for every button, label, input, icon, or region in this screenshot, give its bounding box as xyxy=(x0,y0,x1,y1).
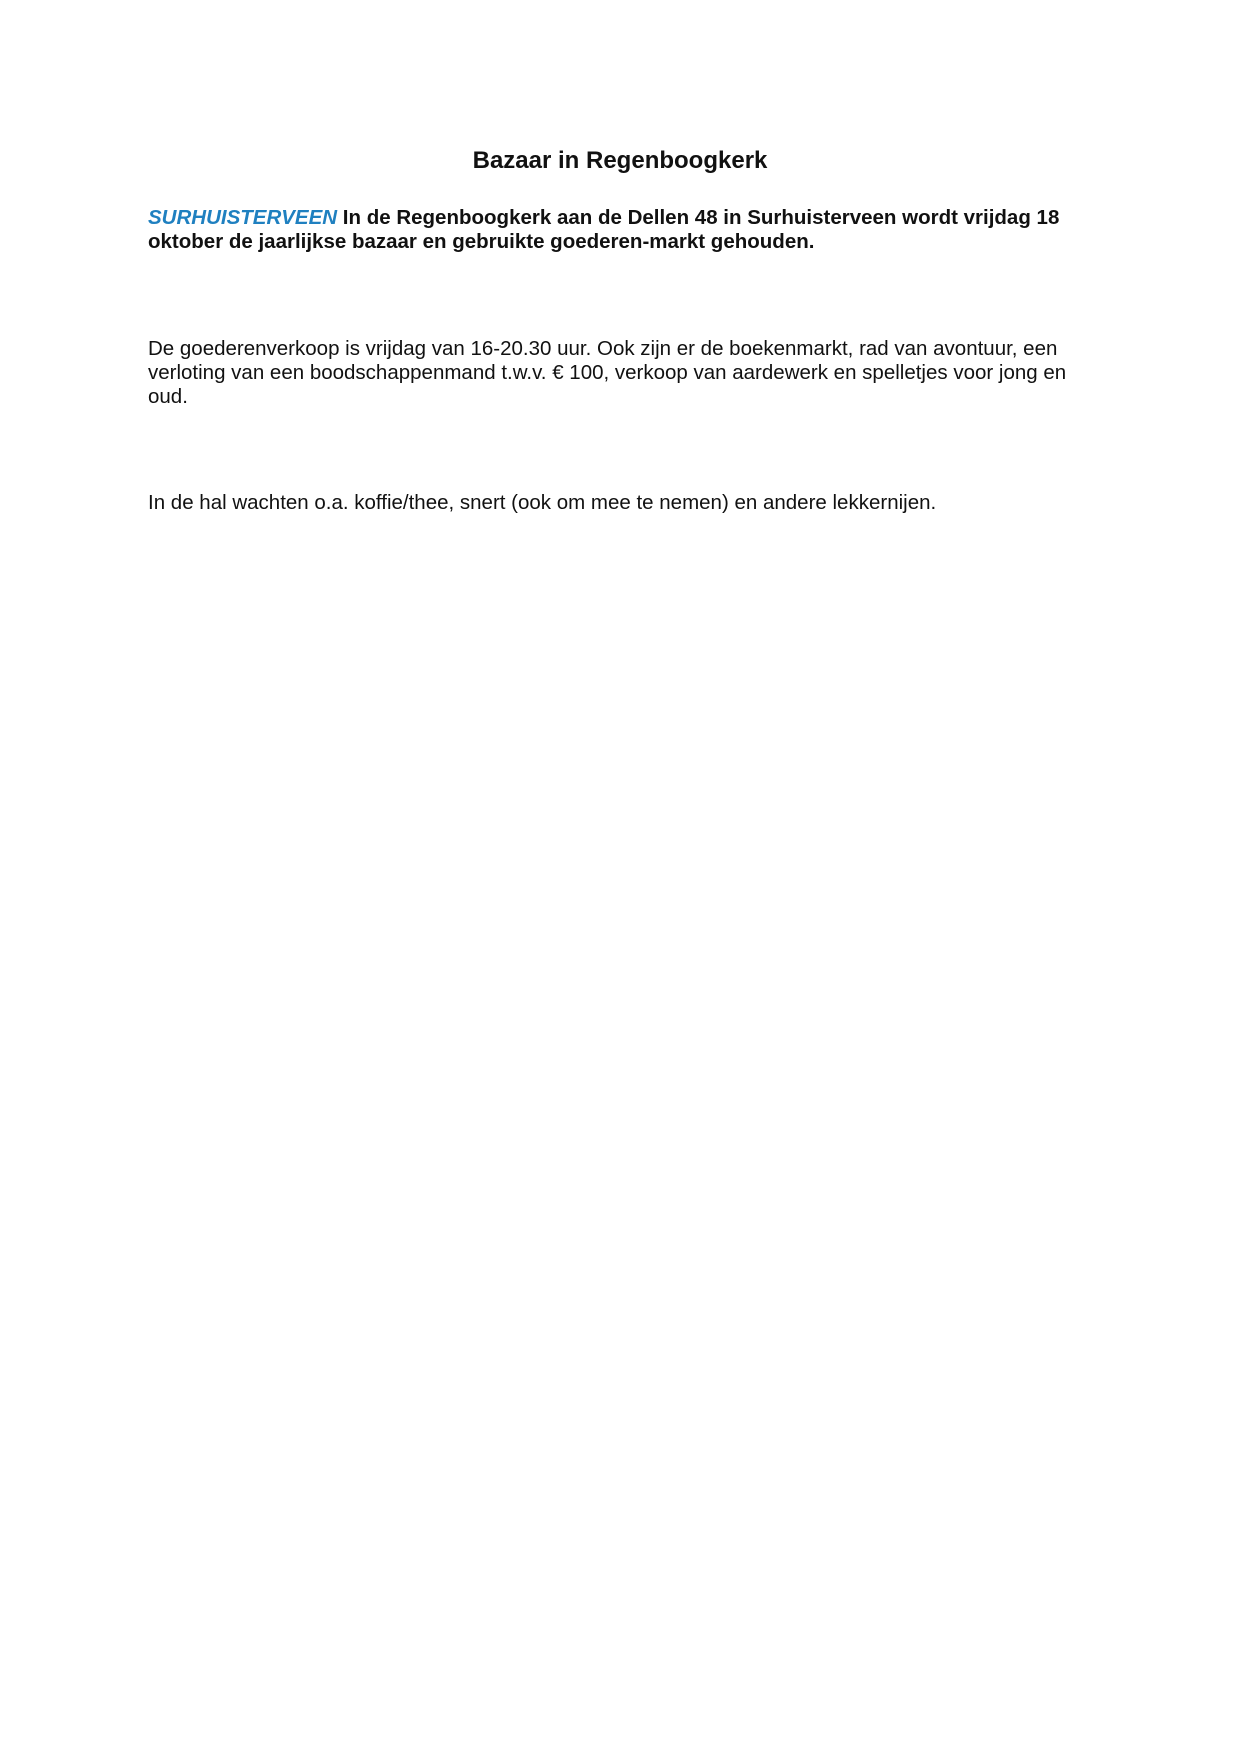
article-paragraph-refreshments: In de hal wachten o.a. koffie/thee, snert (ook om mee te nemen) en andere lekkernijen. xyxy=(148,491,937,514)
article-lead xyxy=(148,206,1092,254)
article-title: Bazaar in Regenboogkerk xyxy=(472,147,768,174)
article-lead-text: In de Regenboogkerk aan de Dellen 48 in Surhuisterveen wordt vrijdag 18 oktober de jaarlijkse bazaar en gebruikte goederen-markt gehouden. xyxy=(148,206,1060,253)
article-paragraph-goods-sale: De goederenverkoop is vrijdag van 16-20.30 uur. Ook zijn er de boekenmarkt, rad van avontuur, een verloting van een boodschappenmand t.w.v. € 100, verkoop van aardewerk en spelletjes voor jong en oud. xyxy=(148,337,1067,408)
article-dateline: SURHUISTERVEEN xyxy=(148,206,338,229)
